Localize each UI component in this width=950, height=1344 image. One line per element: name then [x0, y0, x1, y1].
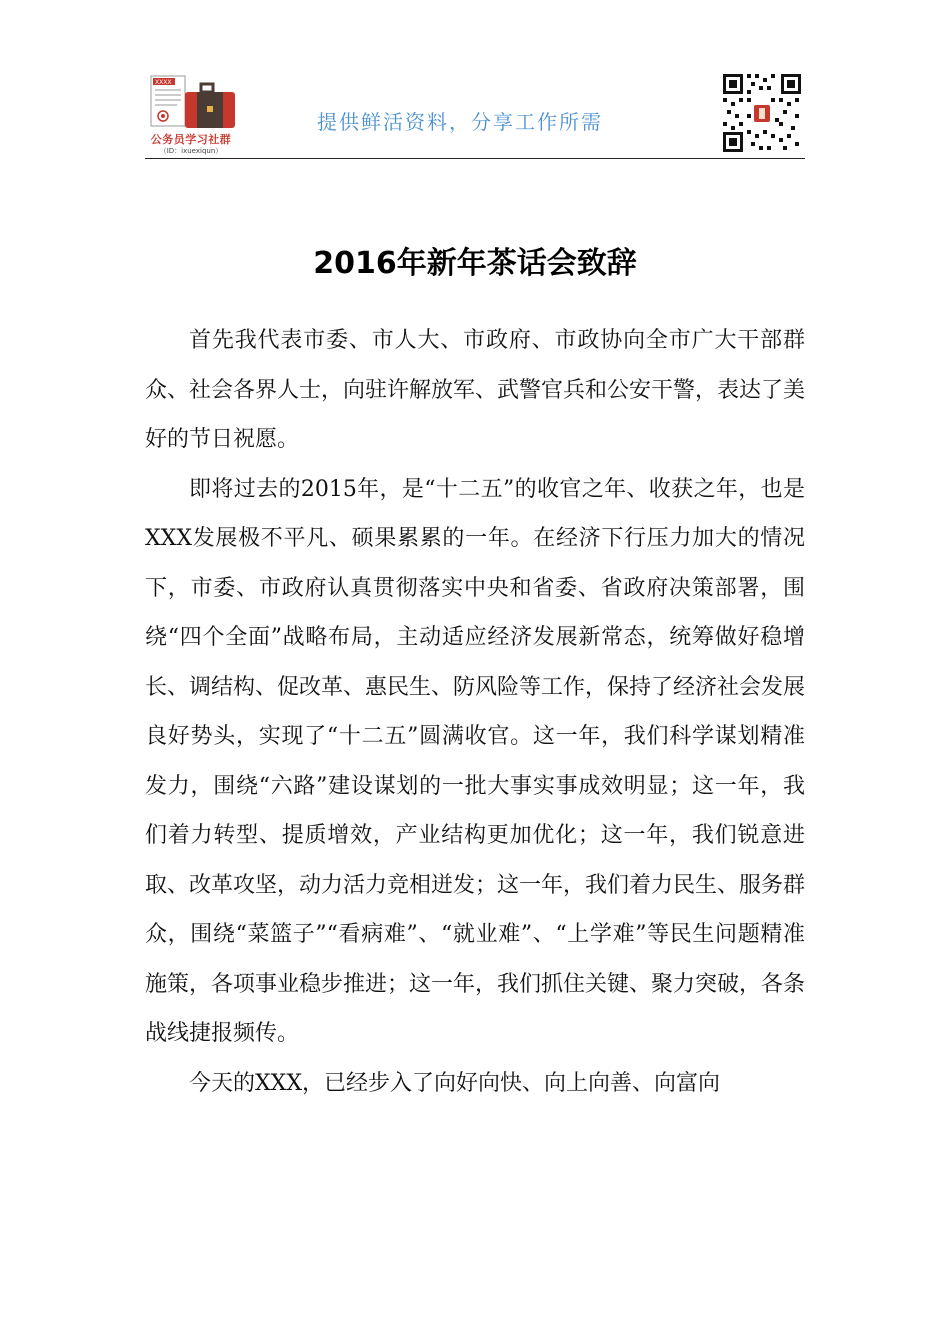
logo-briefcase-icon: [149, 74, 237, 130]
logo-badge-text: XXXX: [155, 79, 172, 86]
logo: [145, 74, 237, 156]
logo-id: （ID：ixuexiqun）: [159, 147, 223, 155]
document-title: 2016年新年茶话会致辞: [313, 246, 637, 281]
qr-code-icon[interactable]: [721, 72, 803, 154]
paragraph: 今天的XXX，已经步入了向好向快、向上向善、向富向: [189, 1070, 720, 1096]
document-body: [145, 316, 805, 1108]
logo-name: 公务员学习社群: [150, 133, 232, 146]
paragraph: 即将过去的2015年，是“十二五”的收官之年、收获之年，也是XXX发展极不平凡、硕果累累的一年。在经济下行压力加大的情况下，市委、市政府认真贯彻落实中央和省委、省政府决策部署，围绕“四个全面”战略布局，主动适应经济发展新常态，统筹做好稳增长、调结构、促改革、惠民生、防风险等工作，保持了经济社会发展良好势头，实现了“十二五”圆满收官。这一年，我们科学谋划精准发力，围绕“六路”建设谋划的一批大事实事成效明显；这一年，我们着力转型、提质增效，产业结构更加优化；这一年，我们锐意进取、改革攻坚，动力活力竞相迸发；这一年，我们着力民生、服务群众，围绕“菜篮子”“看病难”、“就业难”、“上学难”等民生问题精准施策，各项事业稳步推进；这一年，我们抓住关键、聚力突破，各条战线捷报频传。: [145, 476, 806, 1046]
page-header: [145, 70, 805, 159]
slogan: 提供鲜活资料，分享工作所需: [317, 110, 603, 134]
paragraph: 首先我代表市委、市人大、市政府、市政协向全市广大干部群众、社会各界人士，向驻许解放军、武警官兵和公安干警，表达了美好的节日祝愿。: [145, 328, 806, 452]
